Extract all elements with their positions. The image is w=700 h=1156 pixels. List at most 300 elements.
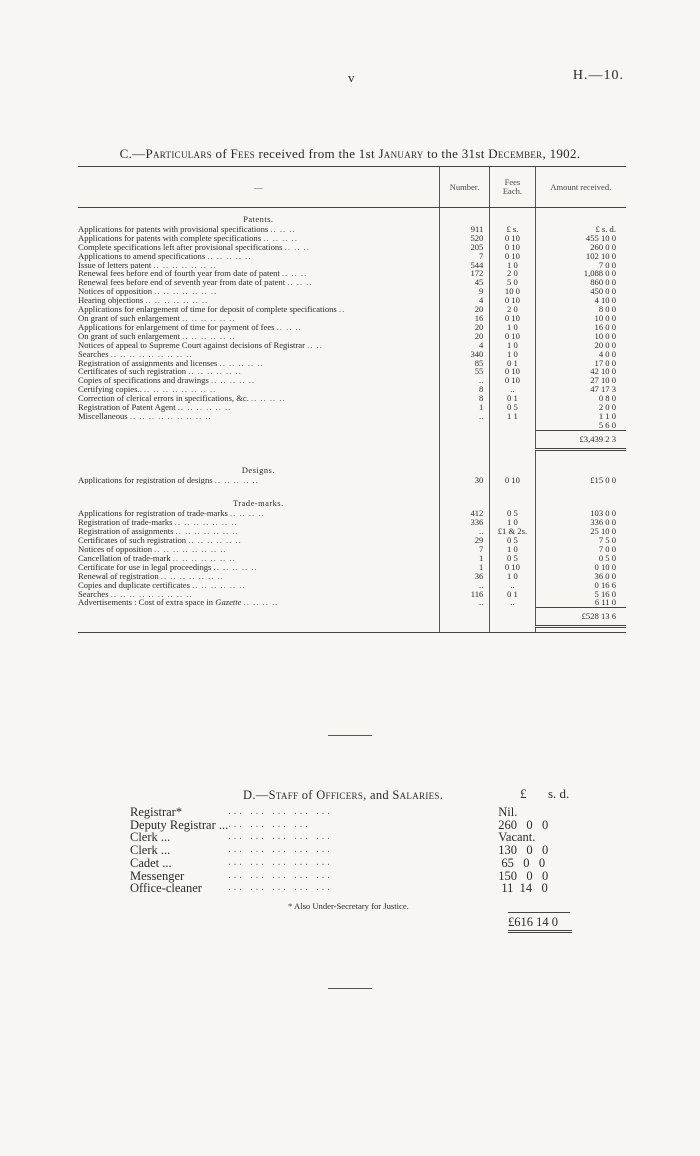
fees-header-row [78, 167, 626, 208]
table-bottom-rule [78, 627, 626, 633]
empty-cell [535, 492, 626, 509]
row-description-text: Certificates of such registration [78, 367, 187, 377]
leader-dots: .. .. .. .. .. .. .. [153, 260, 217, 270]
staff-salary: 130 0 0 [498, 843, 549, 858]
row-description [78, 341, 439, 350]
row-amount: 860 0 0 [535, 278, 626, 287]
empty-cell [439, 459, 490, 476]
row-fee-each: 0 10 [490, 563, 535, 572]
empty-cell [78, 608, 439, 627]
row-fee-each: 0 10 [490, 296, 535, 305]
table-row [78, 376, 626, 385]
row-amount: 0 16 6 [535, 581, 626, 590]
table-row [78, 581, 626, 590]
row-amount: 8 0 0 [535, 305, 626, 314]
table-row [78, 527, 626, 536]
empty-cell [439, 492, 490, 509]
leader-dots: .. .. .. [270, 224, 296, 234]
row-number: 544 [439, 261, 490, 270]
row-description [78, 296, 439, 305]
leader-dots: .. .. .. .. .. .. [192, 580, 246, 590]
leader-dots: .. .. .. [287, 278, 313, 288]
row-description-text: Notices of opposition [78, 545, 152, 554]
row-description-text: Complete specifications left after provisional specifications [78, 242, 283, 252]
staff-position: Office-cleaner [130, 881, 202, 896]
leader-dots: .. .. .. .. .. .. .. .. .. [110, 589, 193, 599]
row-number: .. [439, 598, 490, 607]
row-amount: 25 10 0 [535, 527, 626, 536]
staff-salary: Vacant. [498, 830, 536, 845]
trademarks-total-row [78, 608, 626, 627]
empty-cell [78, 449, 439, 459]
row-amount: 1,088 0 0 [535, 269, 626, 278]
row-description [78, 394, 439, 403]
leader-dots: .. .. .. .. [251, 394, 286, 404]
leader-dots: .. .. .. .. .. .. [182, 313, 236, 323]
row-number: 4 [439, 296, 490, 305]
page-reference: H.—10. [572, 68, 624, 83]
table-row [78, 350, 626, 359]
row-description [78, 563, 439, 572]
row-description [78, 367, 439, 376]
row-description-text: On grant of such enlargement [78, 331, 180, 341]
row-amount: 5 6 0 [535, 421, 626, 430]
leader-dots: .. .. .. .. .. .. [188, 367, 242, 377]
row-description [78, 536, 439, 545]
row-description-text: Applications for registration of designs [78, 475, 213, 485]
row-description [78, 581, 439, 590]
empty-cell [490, 484, 535, 492]
row-description-text: Registration of assignments and licenses [78, 358, 218, 368]
row-amount: 260 0 0 [535, 243, 626, 252]
row-description-text: Applications for enlargement of time for deposit of complete specifications [78, 305, 337, 314]
leader-dots: ... ... ... ... ... [228, 856, 333, 868]
table-row [78, 367, 626, 376]
row-fee-each: 0 10 [490, 367, 535, 376]
staff-position: Messenger [130, 868, 185, 883]
leader-dots: .. .. .. .. .. .. [182, 331, 236, 341]
row-number: 20 [439, 305, 490, 314]
row-number: .. [439, 412, 490, 421]
row-fee-each: 2 0 [490, 269, 535, 278]
row-fee-each: 10 0 [490, 287, 535, 296]
row-amount: 450 0 0 [535, 287, 626, 296]
leader-dots: .. .. .. .. .. .. .. [172, 553, 236, 563]
leader-dots: .. .. .. .. [230, 509, 265, 519]
row-description-text: Searches [78, 349, 109, 359]
table-row [78, 332, 626, 341]
leader-dots: .. .. .. .. .. [214, 475, 259, 485]
row-number: 1 [439, 403, 490, 412]
row-description-text: Registration of trade-marks [78, 518, 173, 528]
spacer-row [78, 449, 626, 459]
row-amount: 0 10 0 [535, 563, 626, 572]
table-row [78, 323, 626, 332]
leader-dots: .. .. .. [282, 269, 308, 279]
leader-dots: ... ... ... ... [228, 818, 311, 830]
leader-dots: .. [338, 305, 346, 314]
row-fee-each: 1 0 [490, 341, 535, 350]
empty-cell [439, 421, 490, 430]
row-description [78, 225, 439, 234]
row-description [78, 252, 439, 261]
row-amount: 0 5 0 [535, 554, 626, 563]
staff-position: Cadet ... [130, 855, 172, 870]
leader-dots: .. .. .. .. .. [210, 376, 256, 386]
row-fee-each: 0 10 [490, 476, 535, 485]
row-fee-each: 1 0 [490, 323, 535, 332]
row-description-text: Miscellaneous [78, 411, 128, 421]
spacer-row [78, 484, 626, 492]
row-amount: 42 10 0 [535, 367, 626, 376]
table-row [78, 359, 626, 368]
table-row [78, 296, 626, 305]
empty-cell [78, 484, 439, 492]
row-description-text: Hearing objections [78, 296, 144, 306]
table-row [78, 536, 626, 545]
staff-salary: Nil. [498, 805, 518, 819]
row-description [78, 261, 439, 270]
row-fee-each: 0 5 [490, 536, 535, 545]
leader-dots: .. .. .. [284, 242, 310, 252]
row-description [78, 350, 439, 359]
row-amount: 4 0 0 [535, 350, 626, 359]
row-fee-each: 2 0 [490, 305, 535, 314]
row-number: .. [439, 376, 490, 385]
staff-row [130, 882, 580, 895]
leader-dots: .. .. .. .. .. .. .. .. [154, 545, 227, 554]
table-row [78, 269, 626, 278]
row-description [78, 509, 439, 518]
row-description [78, 527, 439, 536]
leader-dots: .. .. .. [276, 322, 302, 332]
empty-cell [535, 484, 626, 492]
row-description-text: Issue of letters patent [78, 260, 152, 270]
row-number: .. [439, 527, 490, 536]
table-row [78, 394, 626, 403]
table-row [78, 590, 626, 599]
row-fee-each: 0 5 [490, 509, 535, 518]
row-amount: 17 0 0 [535, 359, 626, 368]
row-description-text: Renewal fees before end of seventh year from date of patent [78, 278, 286, 288]
leader-dots: .. .. .. .. .. .. .. [154, 287, 218, 297]
patents-total: £3,439 2 3 [535, 430, 626, 449]
row-fee-each: £ s. [490, 225, 535, 234]
row-number: 205 [439, 243, 490, 252]
row-description [78, 376, 439, 385]
table-row [78, 476, 626, 485]
section-heading-designs: Designs. [241, 465, 275, 475]
table-row [78, 243, 626, 252]
staff-position: Clerk ... [130, 830, 171, 845]
row-amount: 103 0 0 [535, 509, 626, 518]
row-description [78, 518, 439, 527]
fees-table [78, 166, 626, 633]
table-row [78, 314, 626, 323]
row-description-text: Notices of opposition [78, 287, 152, 297]
row-description-text: Renewal fees before end of fourth year from date of patent [78, 269, 280, 279]
row-fee-each: 1 1 [490, 412, 535, 421]
column-header-number: Number. [439, 167, 490, 208]
empty-cell [490, 208, 535, 225]
empty-cell [490, 627, 535, 633]
row-description-text: Registration of Patent Agent [78, 403, 176, 412]
leader-dots: .. .. .. .. .. [207, 251, 252, 261]
leader-dots: .. .. [307, 340, 323, 350]
row-amount: 36 0 0 [535, 572, 626, 581]
table-row [78, 252, 626, 261]
leader-dots: ... ... ... ... ... [228, 831, 333, 843]
row-amount: 2 0 0 [535, 403, 626, 412]
row-fee-each: .. [490, 598, 535, 607]
leader-dots: .. .. .. .. .. .. .. .. .. [110, 349, 193, 359]
row-amount: 1 1 0 [535, 412, 626, 421]
empty-cell [535, 449, 626, 459]
row-fee-each: 0 10 [490, 252, 535, 261]
patents-total-row [78, 430, 626, 449]
leader-dots: .. .. .. .. .. .. .. .. .. [129, 411, 212, 421]
row-amount: 7 0 0 [535, 545, 626, 554]
row-description-text: Applications for patents with provisional specifications [78, 224, 269, 234]
table-row [78, 563, 626, 572]
row-amount: 10 0 0 [535, 332, 626, 341]
row-description [78, 545, 439, 554]
row-fee-each: 0 10 [490, 314, 535, 323]
table-row [78, 234, 626, 243]
row-number: 1 [439, 563, 490, 572]
empty-cell [439, 430, 490, 449]
leader-dots: ... ... ... ... ... [228, 806, 333, 817]
row-fee-each: 0 10 [490, 376, 535, 385]
row-description [78, 476, 439, 485]
row-fee-each: .. [490, 385, 535, 394]
row-number: .. [439, 581, 490, 590]
row-amount: 455 10 0 [535, 234, 626, 243]
row-fee-each: 0 1 [490, 394, 535, 403]
section-heading-trademarks: Trade-marks. [233, 499, 284, 509]
row-amount: 16 0 0 [535, 323, 626, 332]
table-row [78, 554, 626, 563]
row-description-text: Searches [78, 589, 109, 599]
leader-dots: .. .. .. .. [263, 233, 298, 243]
row-description-text: Advertisements : Cost of extra space in [78, 598, 216, 608]
row-number: 340 [439, 350, 490, 359]
row-description-text: Copies of specifications and drawings [78, 376, 209, 386]
empty-cell [490, 421, 535, 430]
table-row [78, 509, 626, 518]
leader-dots: .. .. .. .. .. .. .. [175, 527, 239, 537]
row-number: 911 [439, 225, 490, 234]
row-fee-each: 0 1 [490, 359, 535, 368]
row-number: 336 [439, 518, 490, 527]
row-description [78, 305, 439, 314]
leader-dots: .. .. .. .. .. [213, 562, 258, 572]
row-amount: 27 10 0 [535, 376, 626, 385]
row-description [78, 234, 439, 243]
staff-position: Registrar* [130, 805, 183, 819]
leader-dots: ... ... ... ... ... [228, 882, 333, 894]
row-description [78, 332, 439, 341]
leader-dots: .. .. .. .. .. .. [177, 403, 232, 412]
row-amount: 10 0 0 [535, 314, 626, 323]
row-description-text: Renewal of registration [78, 571, 159, 581]
table-row [78, 572, 626, 581]
row-description-text: Correction of clerical errors in specifications, &c. [78, 394, 249, 404]
row-fee-each: 0 10 [490, 243, 535, 252]
row-amount: 7 0 0 [535, 261, 626, 270]
row-description [78, 590, 439, 599]
row-number: 45 [439, 278, 490, 287]
row-number: 16 [439, 314, 490, 323]
staff-row [130, 806, 580, 819]
row-number: 520 [439, 234, 490, 243]
row-description [78, 598, 439, 607]
empty-cell [439, 608, 490, 627]
empty-cell [535, 208, 626, 225]
row-description [78, 269, 439, 278]
row-amount: 7 5 0 [535, 536, 626, 545]
row-amount: 5 16 0 [535, 590, 626, 599]
table-row [78, 545, 626, 554]
column-header-amount: Amount received. [535, 167, 626, 208]
table-row [78, 421, 626, 430]
row-description-text: Applications for registration of trade-marks [78, 509, 228, 519]
row-number: 85 [439, 359, 490, 368]
row-fee-each: 1 0 [490, 572, 535, 581]
section-heading-patents: Patents. [243, 215, 274, 224]
row-number: 412 [439, 509, 490, 518]
empty-cell [535, 627, 626, 633]
row-description [78, 554, 439, 563]
section-heading-patents-row [78, 208, 626, 225]
trademarks-total: £528 13 6 [535, 608, 626, 627]
row-amount: 4 10 0 [535, 296, 626, 305]
table-row [78, 225, 626, 234]
row-description-text: Registration of assignments [78, 527, 174, 537]
empty-cell [490, 492, 535, 509]
staff-salary: 150 0 0 [498, 868, 549, 883]
empty-cell [490, 608, 535, 627]
row-number: 20 [439, 323, 490, 332]
row-fee-each: 5 0 [490, 278, 535, 287]
row-amount: 47 17 3 [535, 385, 626, 394]
row-number: 29 [439, 536, 490, 545]
empty-cell [490, 459, 535, 476]
row-description-text: Applications for enlargement of time for payment of fees [78, 322, 275, 332]
staff-salary: 65 0 0 [498, 855, 546, 870]
empty-cell [439, 449, 490, 459]
empty-cell [439, 627, 490, 633]
row-description [78, 314, 439, 323]
row-number: 20 [439, 332, 490, 341]
row-amount: £15 0 0 [535, 476, 626, 485]
divider [328, 735, 372, 736]
leader-dots: .. .. .. .. .. [219, 358, 264, 368]
empty-cell [78, 430, 439, 449]
table-row [78, 287, 626, 296]
row-description [78, 287, 439, 296]
row-amount: £ s. d. [535, 225, 626, 234]
leader-dots: .. .. .. .. .. .. .. .. [143, 385, 217, 395]
row-fee-each: 1 0 [490, 518, 535, 527]
row-fee-each: .. [490, 581, 535, 590]
empty-cell [78, 421, 439, 430]
row-number: 36 [439, 572, 490, 581]
empty-cell [439, 208, 490, 225]
row-description [78, 243, 439, 252]
table-row [78, 385, 626, 394]
row-description-text: Certificates of such registration [78, 536, 187, 545]
table-row [78, 278, 626, 287]
page-number-roman: v [348, 70, 355, 85]
leader-dots: .. .. .. .. .. .. .. [174, 518, 238, 528]
staff-col-pound: £ [520, 786, 527, 801]
row-amount: 336 0 0 [535, 518, 626, 527]
row-fee-each: £1 & 2s. [490, 527, 535, 536]
row-number: 7 [439, 545, 490, 554]
empty-cell [439, 484, 490, 492]
row-description-text: On grant of such enlargement [78, 313, 180, 323]
row-number: 30 [439, 476, 490, 485]
row-number: 8 [439, 394, 490, 403]
row-fee-each: 0 10 [490, 234, 535, 243]
total-double-rule [508, 930, 572, 933]
leader-dots: .. .. .. .. .. .. .. [160, 571, 224, 581]
section-heading-trademarks-row [78, 492, 626, 509]
row-description-text: Certifying copies.. [78, 385, 142, 395]
row-amount: 6 11 0 [535, 598, 626, 607]
leader-dots: ... ... ... ... ... [228, 869, 333, 881]
row-fee-each: 1 0 [490, 261, 535, 270]
row-description-text: Notices of appeal to Supreme Court against decisions of Registrar [78, 340, 305, 350]
staff-position: Clerk ... [130, 843, 171, 858]
row-amount: 102 10 0 [535, 252, 626, 261]
empty-cell [490, 449, 535, 459]
row-number: 4 [439, 341, 490, 350]
leader-dots: .. .. .. .. .. .. .. [145, 296, 209, 306]
row-number: 172 [439, 269, 490, 278]
staff-salary: 11 14 0 [498, 881, 548, 896]
row-description-text: Certificate for use in legal proceedings [78, 562, 212, 572]
staff-table [130, 806, 580, 895]
row-description [78, 403, 439, 412]
row-fee-each: 0 10 [490, 332, 535, 341]
row-description [78, 278, 439, 287]
row-description-text: Copies and duplicate certificates [78, 580, 190, 590]
staff-row [130, 857, 580, 870]
column-header-fees-each: Fees Each. [490, 167, 535, 208]
divider [328, 988, 372, 989]
row-description [78, 359, 439, 368]
table-row [78, 598, 626, 607]
section-heading-designs-row [78, 459, 626, 476]
row-number: 9 [439, 287, 490, 296]
table-row [78, 305, 626, 314]
empty-cell [535, 459, 626, 476]
table-row [78, 518, 626, 527]
row-description-text: Cancellation of trade-mark [78, 553, 171, 563]
staff-table-title: D.—Staff of Officers, and Salaries. [243, 788, 444, 802]
row-fee-each: 1 0 [490, 350, 535, 359]
table-row [78, 261, 626, 270]
row-amount: 0 8 0 [535, 394, 626, 403]
row-description-italic: Gazette [215, 598, 242, 608]
empty-cell [78, 627, 439, 633]
staff-total: £616 14 0 [508, 912, 570, 930]
row-description [78, 572, 439, 581]
staff-footnote: * Also Under-Secretary for Justice. [288, 901, 409, 911]
staff-salary: 260 0 0 [498, 817, 549, 832]
